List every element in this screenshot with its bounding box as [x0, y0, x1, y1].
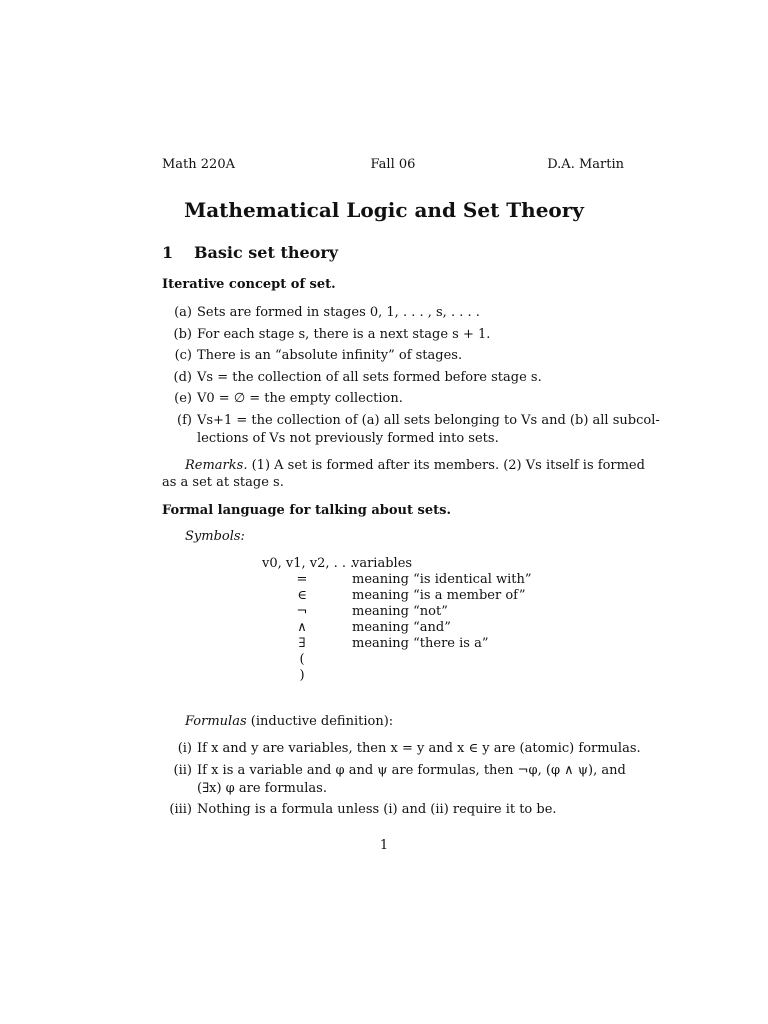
item-text: If x and y are variables, then x = y and x ∈ y are (atomic) formulas.	[197, 741, 641, 756]
formulas-suffix: (inductive definition):	[246, 714, 394, 729]
formulas-intro	[185, 713, 647, 730]
item-label: (e)	[174, 391, 192, 406]
header-author: D.A. Martin	[547, 157, 624, 172]
remarks-line-2: as a set at stage s.	[162, 475, 284, 490]
header-course: Math 220A	[162, 157, 235, 172]
symbol-meaning: meaning “and”	[352, 620, 451, 635]
item-label: (d)	[173, 370, 192, 385]
remarks-line	[162, 457, 645, 474]
symbol: (	[299, 652, 305, 667]
item-label: (c)	[174, 348, 192, 363]
section-heading	[162, 243, 338, 262]
symbol-meaning: meaning “is a member of”	[352, 588, 526, 603]
item-text: Sets are formed in stages 0, 1, . . . , s, . . . .	[197, 305, 480, 320]
item-text-continued: lections of Vs not previously formed into sets.	[197, 431, 499, 446]
symbol: ¬	[296, 604, 308, 619]
item-label: (b)	[173, 327, 192, 342]
symbol: ∧	[297, 620, 307, 635]
symbol-meaning: meaning “there is a”	[352, 636, 489, 651]
item-label: (a)	[174, 305, 192, 320]
symbol-meaning: variables	[352, 556, 413, 571]
symbol: v0, v1, v2, . . .	[262, 556, 355, 571]
symbol: ∃	[298, 636, 306, 651]
item-text: Nothing is a formula unless (i) and (ii) require it to be.	[197, 802, 557, 817]
item-text: V0 = ∅ = the empty collection.	[197, 391, 403, 406]
item-label: (ii)	[173, 763, 192, 778]
item-text: If x is a variable and φ and ψ are formulas, then ¬φ, (φ ∧ ψ), and	[197, 763, 626, 778]
item-label: (i)	[177, 741, 192, 756]
formulas-label: Formulas	[185, 714, 247, 729]
symbol: =	[296, 572, 308, 587]
item-text: Vs = the collection of all sets formed before stage s.	[197, 370, 542, 385]
section-number: 1	[162, 243, 174, 262]
iterative-heading: Iterative concept of set.	[162, 277, 336, 292]
symbols-label: Symbols:	[185, 529, 245, 544]
page-number: 1	[379, 838, 389, 853]
item-label: (iii)	[169, 802, 192, 817]
item-text: There is an “absolute infinity” of stages.	[197, 348, 463, 363]
symbol: )	[299, 668, 305, 683]
remarks-text: (1) A set is formed after its members. (2) Vs itself is formed	[247, 458, 645, 473]
page-header	[162, 157, 624, 175]
symbol-meaning: meaning “is identical with”	[352, 572, 532, 587]
document-title: Mathematical Logic and Set Theory	[184, 198, 584, 222]
item-text: Vs+1 = the collection of (a) all sets belonging to Vs and (b) all subcol-	[197, 413, 660, 428]
item-text-continued: (∃x) φ are formulas.	[197, 781, 327, 796]
symbol-meaning: meaning “not”	[352, 604, 448, 619]
formal-heading: Formal language for talking about sets.	[162, 503, 451, 518]
section-title: Basic set theory	[194, 243, 339, 262]
remarks-label: Remarks.	[185, 458, 248, 473]
item-text: For each stage s, there is a next stage s + 1.	[197, 327, 491, 342]
item-label: (f)	[177, 413, 192, 428]
symbol: ∈	[297, 588, 307, 603]
header-term: Fall 06	[370, 157, 416, 172]
